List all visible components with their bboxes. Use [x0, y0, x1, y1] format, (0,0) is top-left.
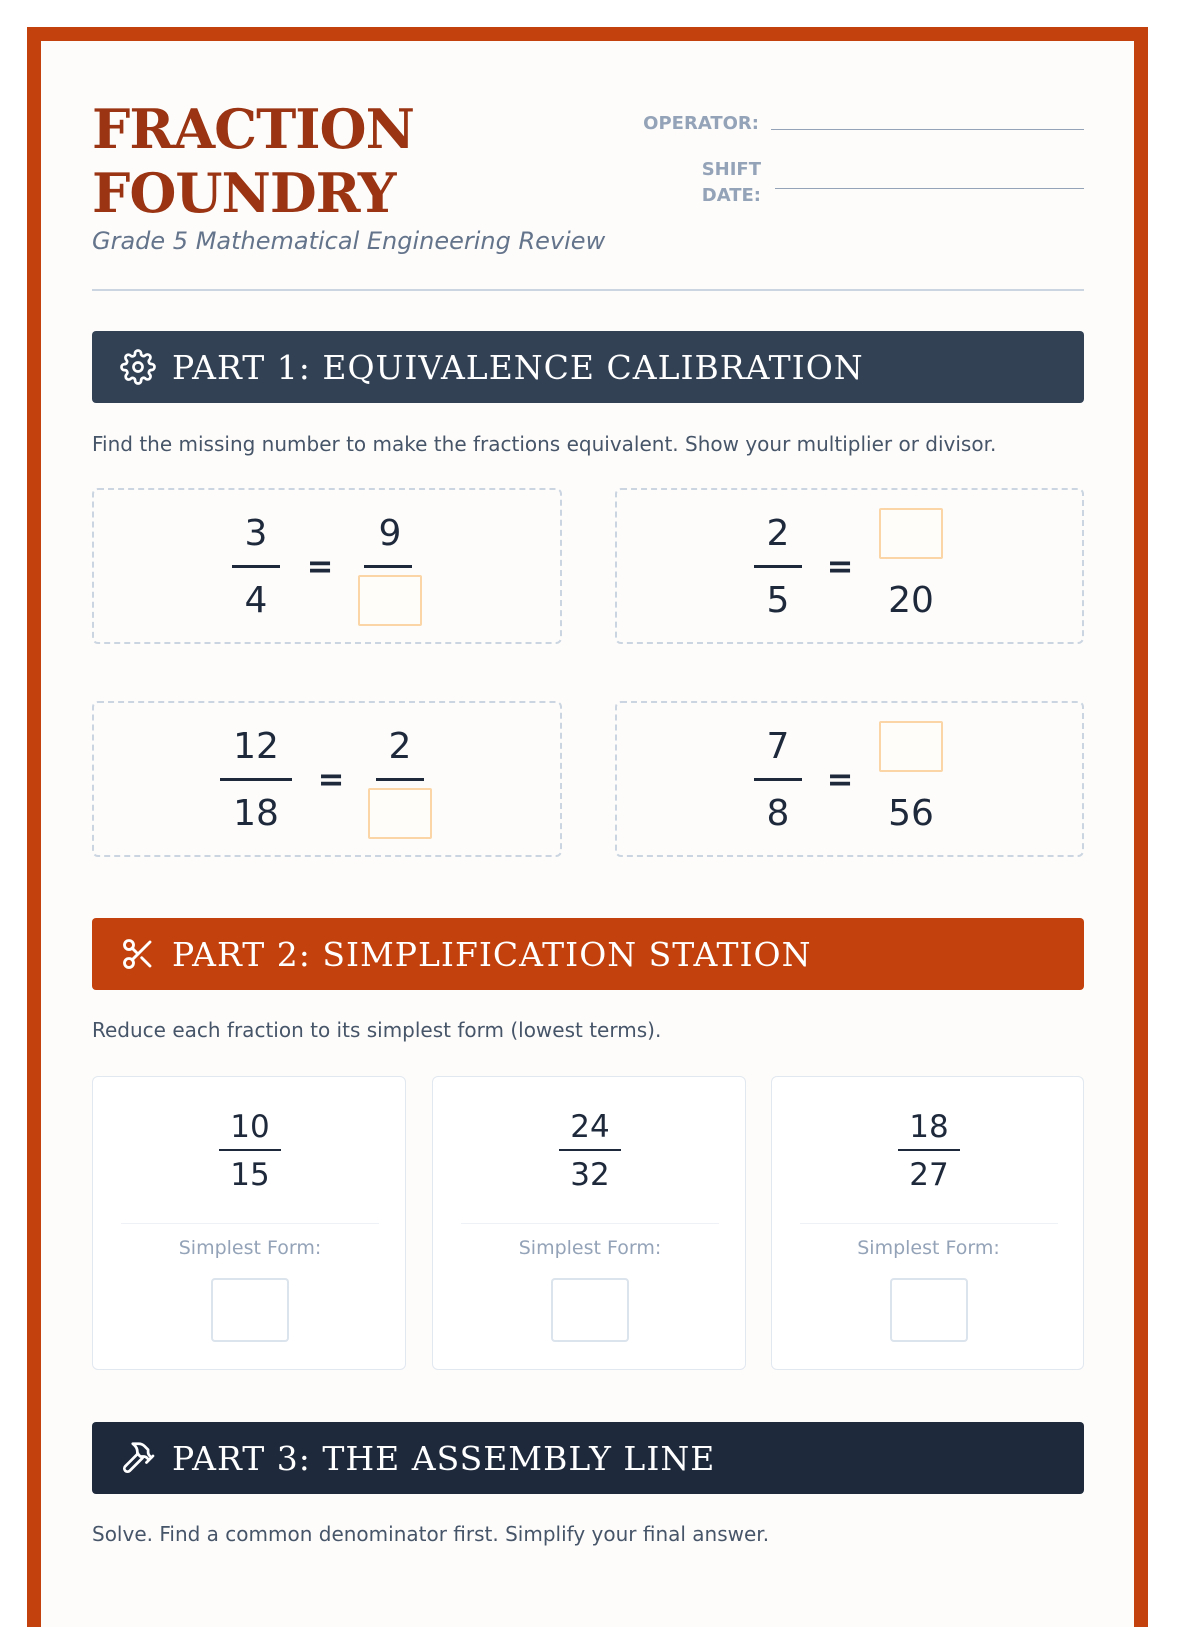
card-divider [461, 1223, 719, 1224]
numerator: 18 [909, 1109, 949, 1145]
part3-header [92, 1422, 1084, 1494]
simplest-form-answer-box[interactable] [211, 1278, 289, 1342]
header-divider [92, 289, 1084, 291]
equivalence-problem-1 [92, 488, 562, 644]
answer-box-numerator[interactable] [879, 721, 943, 772]
fraction-bar [219, 1149, 281, 1151]
left-numerator: 12 [233, 726, 279, 767]
simplest-form-label: Simplest Form: [178, 1237, 322, 1259]
simplest-form-answer-box[interactable] [551, 1278, 629, 1342]
left-numerator: 3 [244, 513, 268, 554]
date-label: DATE: [701, 185, 761, 206]
simplest-form-label: Simplest Form: [857, 1237, 1000, 1259]
part3-title: PART 3: THE ASSEMBLY LINE [172, 1438, 716, 1478]
equivalence-problem-2 [615, 488, 1084, 644]
simplify-card-2 [432, 1076, 746, 1370]
left-denominator: 8 [766, 793, 790, 834]
left-denominator: 4 [244, 580, 268, 621]
denominator: 32 [570, 1157, 610, 1193]
card-divider [800, 1223, 1058, 1224]
left-numerator: 2 [766, 513, 790, 554]
equals-sign: = [826, 547, 854, 585]
equivalence-problem-3 [92, 701, 562, 857]
right-denominator: 56 [888, 793, 934, 834]
numerator: 24 [570, 1109, 610, 1145]
right-denominator: 20 [888, 580, 934, 621]
part1-title: PART 1: EQUIVALENCE CALIBRATION [172, 347, 864, 387]
title-line-2: FOUNDRY [92, 161, 396, 225]
answer-box-numerator[interactable] [879, 508, 943, 559]
denominator: 15 [230, 1157, 270, 1193]
scissors-icon [120, 936, 156, 972]
equals-sign: = [306, 547, 334, 585]
worksheet [27, 27, 1148, 1627]
gear-icon [120, 349, 156, 385]
answer-box-denominator[interactable] [358, 575, 422, 626]
fraction-bar [220, 778, 292, 781]
fraction-bar [754, 778, 802, 781]
equals-sign: = [826, 760, 854, 798]
shift-label: SHIFT [701, 159, 761, 180]
denominator: 27 [909, 1157, 949, 1193]
right-numerator: 9 [378, 513, 402, 554]
part2-header [92, 918, 1084, 990]
answer-box-denominator[interactable] [368, 788, 432, 839]
fraction-bar [376, 778, 424, 781]
numerator: 10 [230, 1109, 270, 1145]
left-denominator: 5 [766, 580, 790, 621]
left-numerator: 7 [766, 726, 790, 767]
fraction-bar [232, 565, 280, 568]
title-line-1: FRACTION [92, 97, 414, 161]
simplify-card-3 [771, 1076, 1084, 1370]
fraction-bar [754, 565, 802, 568]
subtitle: Grade 5 Mathematical Engineering Review [92, 227, 606, 255]
left-denominator: 18 [233, 793, 279, 834]
simplify-card-1 [92, 1076, 406, 1370]
simplest-form-answer-box[interactable] [890, 1278, 968, 1342]
right-numerator: 2 [388, 726, 412, 767]
equivalence-problem-4 [615, 701, 1084, 857]
fraction-bar [559, 1149, 621, 1151]
fraction-bar [898, 1149, 960, 1151]
part1-header [92, 331, 1084, 403]
part3-instructions: Solve. Find a common denominator first. Simplify your final answer. [92, 1522, 770, 1546]
operator-label: OPERATOR: [643, 113, 759, 134]
card-divider [121, 1223, 379, 1224]
part1-instructions: Find the missing number to make the fractions equivalent. Show your multiplier or divisor. [92, 432, 997, 456]
fraction-bar [364, 565, 412, 568]
shift-date-label [601, 157, 761, 209]
part2-title: PART 2: SIMPLIFICATION STATION [172, 934, 812, 974]
hammer-icon [120, 1440, 156, 1476]
equals-sign: = [317, 760, 345, 798]
part2-instructions: Reduce each fraction to its simplest form (lowest terms). [92, 1018, 662, 1042]
shift-date-field[interactable] [775, 188, 1084, 189]
operator-field[interactable] [771, 129, 1084, 130]
simplest-form-label: Simplest Form: [518, 1237, 662, 1259]
